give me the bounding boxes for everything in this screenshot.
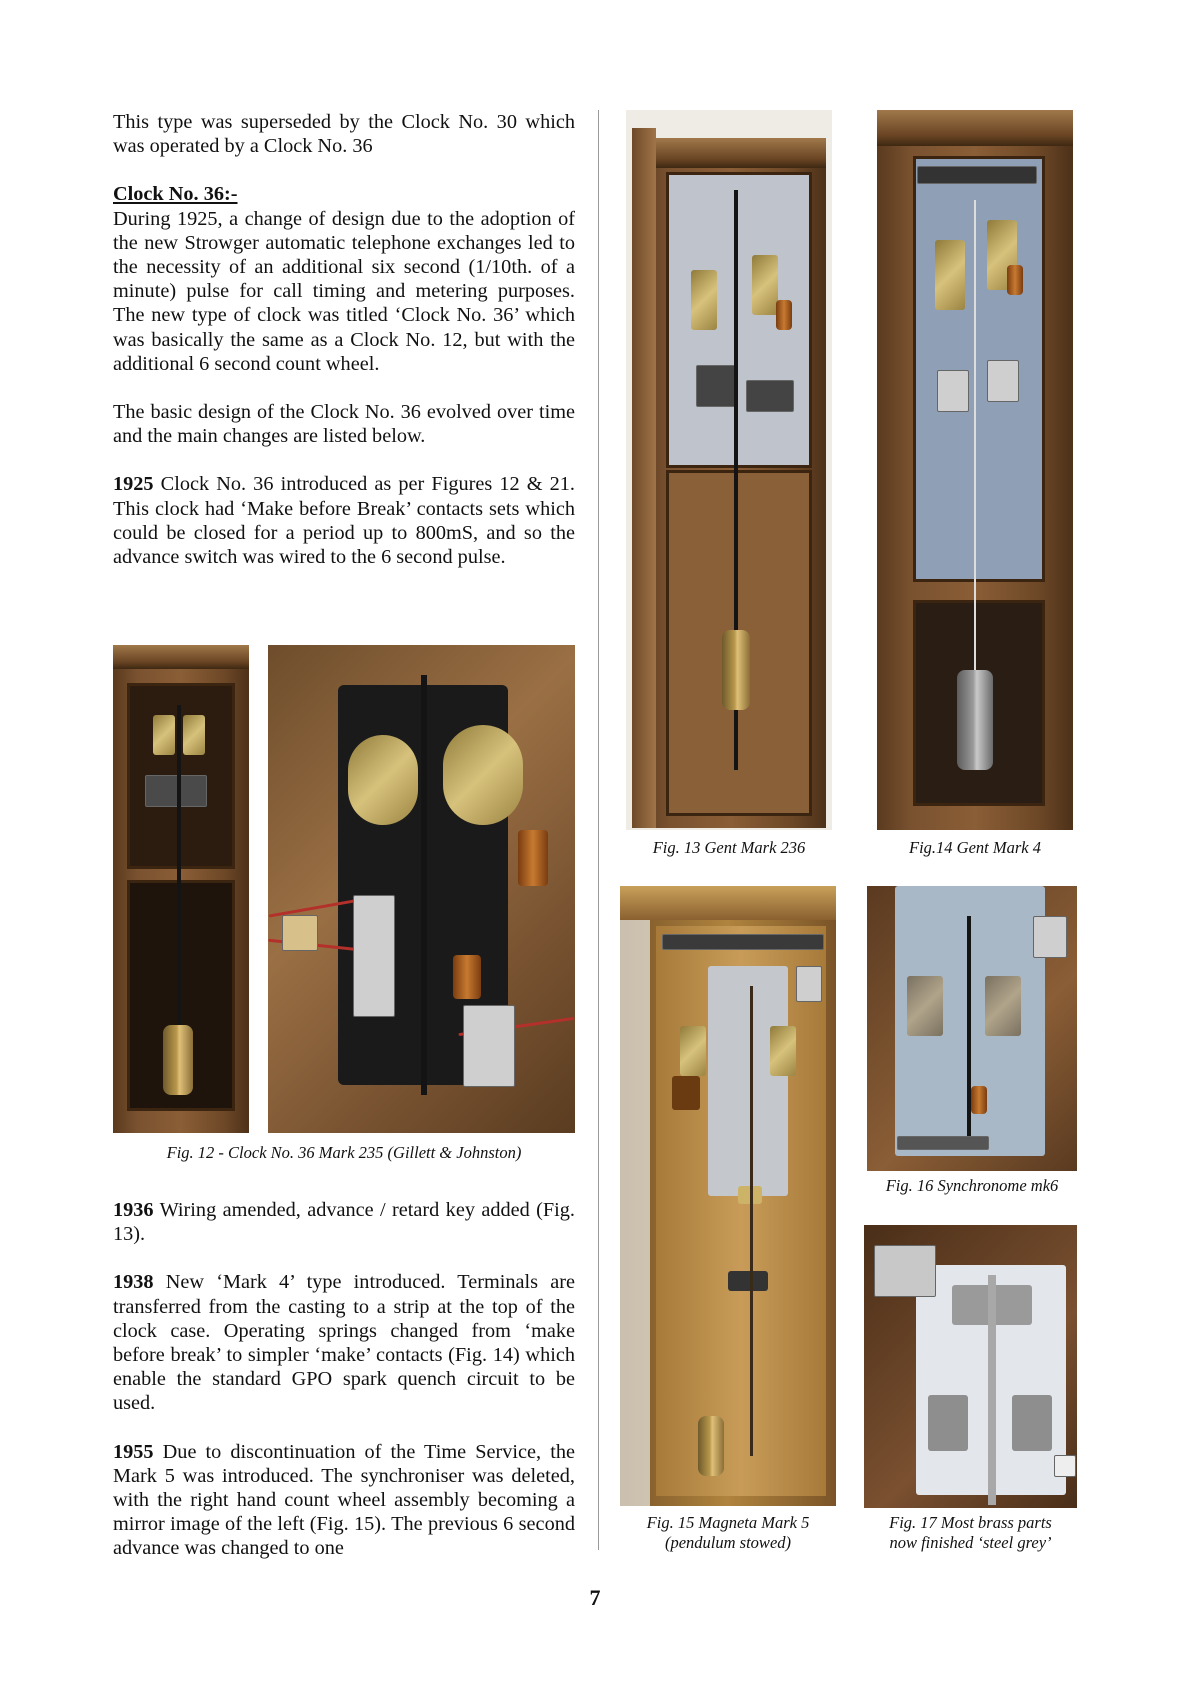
history-1955 (113, 1440, 575, 1561)
history-year: 1936 (113, 1199, 154, 1221)
fig17-steel-grey-parts-photo (864, 1225, 1077, 1508)
history-year: 1938 (113, 1271, 154, 1294)
history-text: Due to discontinuation of the Time Service, the Mark 5 was introduced. The synchroniser was deleted, with the right hand count wheel assembly becoming a mirror image of the left (Fig. 15). The previous 6 second advance was changed to one (113, 1440, 575, 1560)
history-text: New ‘Mark 4’ type introduced. Terminals are transferred from the casting to a strip at the top of the clock case. Operating springs changed from ‘make before break’ to simpler ‘make’ contacts (Fig. 14) which enable the standard GPO spark quench circuit to be used. (113, 1271, 575, 1415)
fig15-caption-line2: (pendulum stowed) (664, 1533, 792, 1552)
page-number: 7 (589, 1585, 601, 1610)
history-text: Wiring amended, advance / retard key added (Fig. 13). (113, 1199, 575, 1246)
fig17-caption-line2: now finished ‘steel grey’ (889, 1533, 1052, 1552)
history-year: 1925 (113, 473, 154, 496)
history-text: Clock No. 36 introduced as per Figures 12 & 21. This clock had ‘Make before Break’ contacts sets which could be closed for a period up to 800mS, and so the advance switch was wired to the 6 second pulse. (113, 473, 575, 569)
history-1938 (113, 1270, 575, 1415)
fig15-caption (620, 1513, 836, 1553)
history-1936 (113, 1198, 575, 1246)
fig17-caption-line1: Fig. 17 Most brass parts (889, 1513, 1052, 1532)
fig12-mechanism-photo (268, 645, 575, 1133)
history-year: 1955 (113, 1440, 154, 1463)
fig12-caption: Fig. 12 - Clock No. 36 Mark 235 (Gillett & Johnston) (166, 1143, 522, 1162)
intro-paragraph: This type was superseded by the Clock No. 30 which was operated by a Clock No. 36 (113, 111, 575, 158)
fig15-magneta-mark-5-photo (620, 886, 836, 1506)
fig16-caption: Fig. 16 Synchronome mk6 (885, 1176, 1059, 1195)
fig17-caption (864, 1513, 1077, 1553)
section-paragraph: During 1925, a change of design due to the adoption of the new Strowger automatic telephone exchanges led to the necessity of an additional six second (1/10th. of a minute) pulse for call timing and metering purposes. The new type of clock was titled ‘Clock No. 36’ which was basically the same as a Clock No. 12, but with the additional 6 second count wheel. (113, 207, 575, 375)
fig13-gent-mark-236-photo (626, 110, 832, 830)
section-heading-wrap (113, 182, 575, 206)
fig15-caption-line1: Fig. 15 Magneta Mark 5 (646, 1513, 810, 1532)
section-heading: Clock No. 36:- (113, 183, 238, 206)
left-column-lower (113, 1198, 575, 1561)
evolved-paragraph: The basic design of the Clock No. 36 evolved over time and the main changes are listed below. (113, 401, 575, 448)
fig12-clock-case-photo (113, 645, 249, 1133)
fig14-caption: Fig.14 Gent Mark 4 (909, 838, 1041, 857)
column-divider (598, 110, 599, 1550)
fig14-gent-mark-4-photo (877, 110, 1073, 830)
left-column (113, 110, 575, 569)
fig16-synchronome-mk6-photo (867, 886, 1077, 1171)
history-1925 (113, 472, 575, 569)
fig13-caption: Fig. 13 Gent Mark 236 (652, 838, 806, 857)
